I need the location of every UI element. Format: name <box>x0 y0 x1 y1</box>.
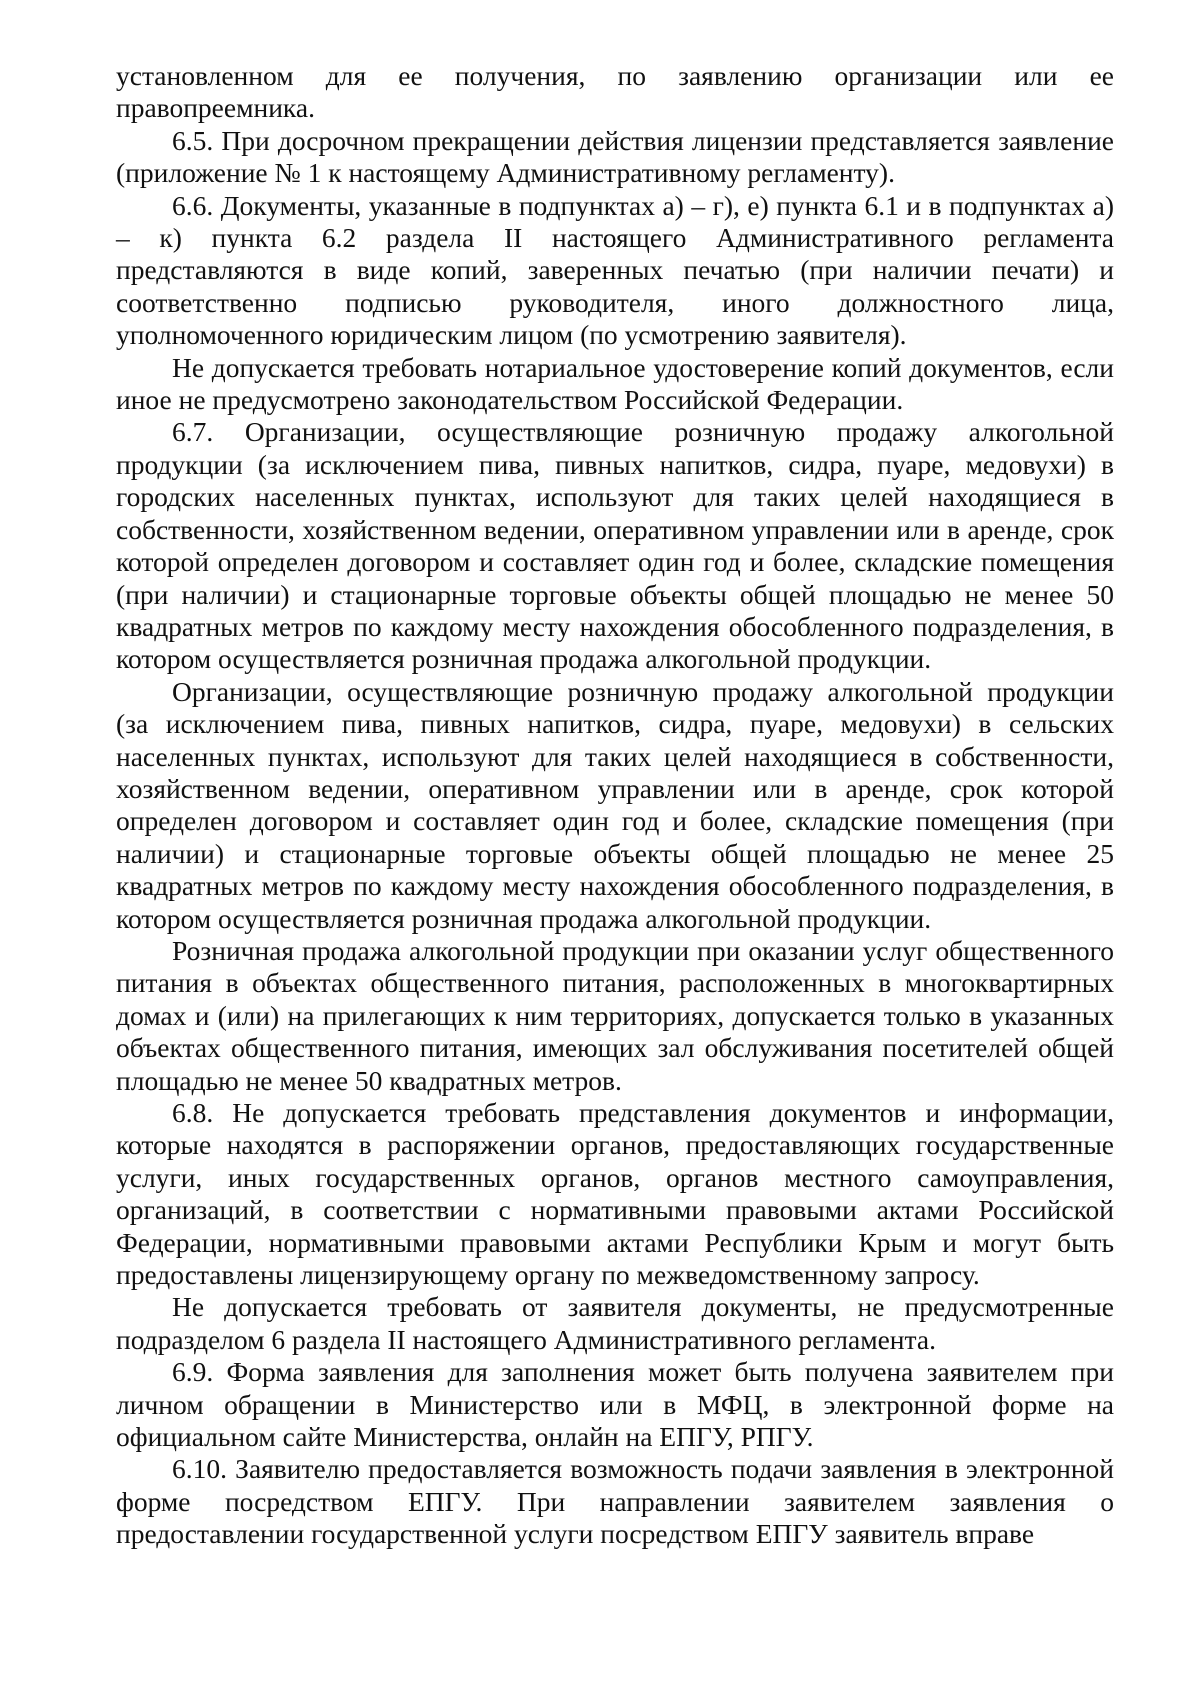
paragraph-6-10: 6.10. Заявителю предоставляется возможность подачи заявления в электронной форме посредством ЕПГУ. При направлении заявителем заявления о предоставлении государственной услуги посредством ЕПГУ заявитель вправе <box>116 1453 1114 1550</box>
paragraph-6-9: 6.9. Форма заявления для заполнения может быть получена заявителем при личном обращении в Министерство или в МФЦ, в электронной форме на официальном сайте Министерства, онлайн на ЕПГУ, РПГУ. <box>116 1356 1114 1453</box>
paragraph-not-required: Не допускается требовать от заявителя документы, не предусмотренные подразделом 6 раздела II настоящего Административного регламента. <box>116 1291 1114 1355</box>
paragraph-notary: Не допускается требовать нотариальное удостоверение копий документов, если иное не предусмотрено законодательством Российской Федерации. <box>116 351 1114 416</box>
paragraph-rural: Организации, осуществляющие розничную продажу алкогольной продукции (за исключением пива, пивных напитков, сидра, пуаре, медовухи) в сельских населенных пунктах, используют для таких целей находящиеся в собственности, хозяйственном ведении, оперативном управлении или в аренде, срок которой определен договором и составляет один год и более, складские помещения (при наличии) и стационарные торговые объекты общей площадью не менее 25 квадратных метров по каждому месту нахождения обособленного подразделения, в котором осуществляется розничная продажа алкогольной продукции. <box>116 675 1114 934</box>
paragraph-public-catering: Розничная продажа алкогольной продукции при оказании услуг общественного питания в объектах общественного питания, расположенных в многоквартирных домах и (или) на прилегающих к ним территориях, допускается только в указанных объектах общественного питания, имеющих зал обслуживания посетителей общей площадью не менее 50 квадратных метров. <box>116 934 1114 1096</box>
paragraph-6-6: 6.6. Документы, указанные в подпунктах а) – г), е) пункта 6.1 и в подпунктах а) – к) пункта 6.2 раздела II настоящего Административного регламента представляются в виде копий, заверенных печатью (при наличии печати) и соответственно подписью руководителя, иного должностного лица, уполномоченного юридическим лицом (по усмотрению заявителя). <box>116 189 1114 351</box>
paragraph-6-5: 6.5. При досрочном прекращении действия лицензии представляется заявление (приложение № 1 к настоящему Административному регламенту). <box>116 124 1114 189</box>
paragraph-6-8: 6.8. Не допускается требовать представления документов и информации, которые находятся в распоряжении органов, предоставляющих государственные услуги, иных государственных органов, органов местного самоуправления, организаций, в соответствии с нормативными правовыми актами Российской Федерации, нормативными правовыми актами Республики Крым и могут быть предоставлены лицензирующему органу по межведомственному запросу. <box>116 1097 1114 1291</box>
document-page <box>116 60 1114 1551</box>
paragraph-6-7: 6.7. Организации, осуществляющие розничную продажу алкогольной продукции (за исключением пива, пивных напитков, сидра, пуаре, медовухи) в городских населенных пунктах, используют для таких целей находящиеся в собственности, хозяйственном ведении, оперативном управлении или в аренде, срок которой определен договором и составляет один год и более, складские помещения (при наличии) и стационарные торговые объекты общей площадью не менее 50 квадратных метров по каждому месту нахождения обособленного подразделения, в котором осуществляется розничная продажа алкогольной продукции. <box>116 416 1114 675</box>
paragraph-continuation: установленном для ее получения, по заявлению организации или ее правопреемника. <box>116 60 1114 124</box>
